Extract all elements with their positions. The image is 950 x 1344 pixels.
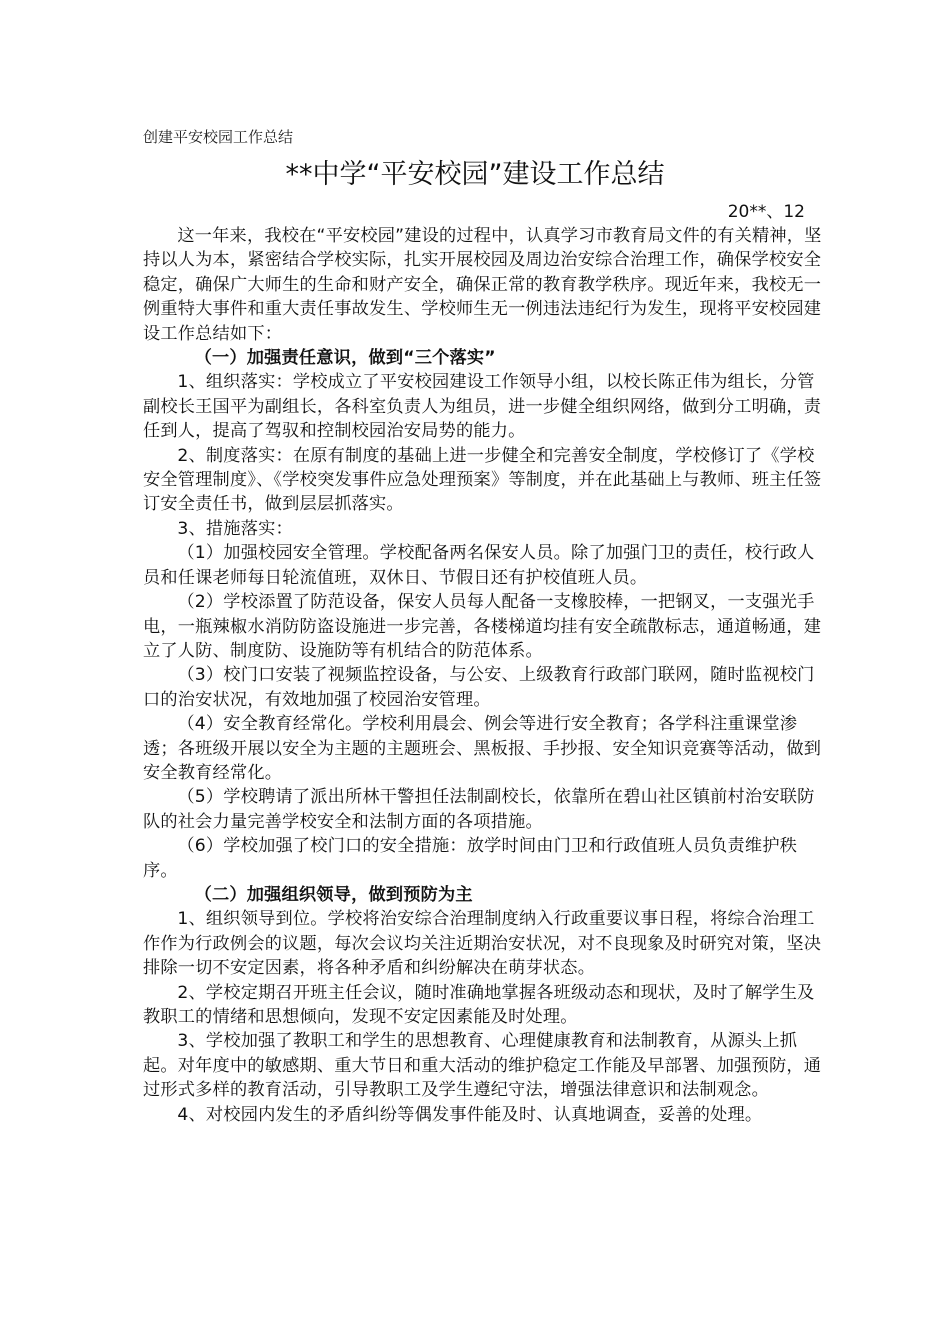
paragraph-intro: 这一年来，我校在“平安校园”建设的过程中，认真学习市教育局文件的有关精神，坚持以人为本，紧密结合学校实际，扎实开展校园及周边治安综合治理工作，确保学校安全稳定，确保广大师生的生命和财产安全，确保正常的教育教学秩序。现近年来，我校无一例重特大事件和重大责任事故发生、学校师生无一例违法违纪行为发生，现将平安校园建设工作总结如下： [143, 226, 822, 344]
paragraph: 2、学校定期召开班主任会议，随时准确地掌握各班级动态和现状，及时了解学生及教职工的情绪和思想倾向，发现不安定因素能及时处理。 [143, 982, 815, 1027]
paragraph: （2）学校添置了防范设备，保安人员每人配备一支橡胶棒，一把钢叉，一支强光手电，一瓶辣椒水消防防盗设施进一步完善，各楼梯道均挂有安全疏散标志，通道畅通，建立了人防、制度防、设施防等有机结合的防范体系。 [143, 592, 822, 661]
header-note: 创建平安校园工作总结 [143, 128, 294, 146]
document-body [143, 224, 823, 1127]
paragraph: 3、措施落实： [177, 518, 293, 539]
paragraph: 3、学校加强了教职工和学生的思想教育、心理健康教育和法制教育，从源头上抓起。对年度中的敏感期、重大节日和重大活动的维护稳定工作能及早部署、加强预防，通过形式多样的教育活动，引导教职工及学生遵纪守法，增强法律意识和法制观念。 [143, 1031, 822, 1101]
paragraph: （6）学校加强了校门口的安全措施：放学时间由门卫和行政值班人员负责维护秩序。 [143, 836, 798, 881]
paragraph: 1、组织落实：学校成立了平安校园建设工作领导小组，以校长陈正伟为组长，分管副校长王国平为副组长，各科室负责人为组员，进一步健全组织网络，做到分工明确，责任到人，提高了驾驭和控制校园治安局势的能力。 [143, 372, 822, 442]
paragraph: （3）校门口安装了视频监控设备，与公安、上级教育行政部门联网，随时监视校门口的治安状况，有效地加强了校园治安管理。 [143, 665, 815, 710]
paragraph: （4）安全教育经常化。学校利用晨会、例会等进行安全教育；各学科注重课堂渗透；各班级开展以安全为主题的主题班会、黑板报、手抄报、安全知识竞赛等活动，做到安全教育经常化。 [143, 714, 822, 783]
section-heading-2: （二）加强组织领导，做到预防为主 [194, 884, 473, 905]
paragraph: 4、对校园内发生的矛盾纠纷等偶发事件能及时、认真地调查，妥善的处理。 [177, 1104, 763, 1125]
paragraph: （5）学校聘请了派出所林干警担任法制副校长，依靠所在碧山社区镇前村治安联防队的社会力量完善学校安全和法制方面的各项措施。 [143, 787, 815, 832]
paragraph: 1、组织领导到位。学校将治安综合治理制度纳入行政重要议事日程，将综合治理工作作为行政例会的议题，每次会议均关注近期治安状况，对不良现象及时研究对策，坚决排除一切不安定因素，将各种矛盾和纠纷解决在萌芽状态。 [143, 909, 822, 979]
paragraph: 2、制度落实：在原有制度的基础上进一步健全和完善安全制度，学校修订了《学校安全管理制度》、《学校突发事件应急处理预案》等制度，并在此基础上与教师、班主任签订安全责任书，做到层层抓落实。 [143, 445, 822, 515]
paragraph: （1）加强校园安全管理。学校配备两名保安人员。除了加强门卫的责任，校行政人员和任课老师每日轮流值班，双休日、节假日还有护校值班人员。 [143, 543, 815, 588]
section-heading-1: （一）加强责任意识，做到“三个落实” [194, 348, 496, 369]
document-date: 20**、12 [727, 202, 805, 222]
document-title: **中学“平安校园”建设工作总结 [285, 159, 665, 190]
